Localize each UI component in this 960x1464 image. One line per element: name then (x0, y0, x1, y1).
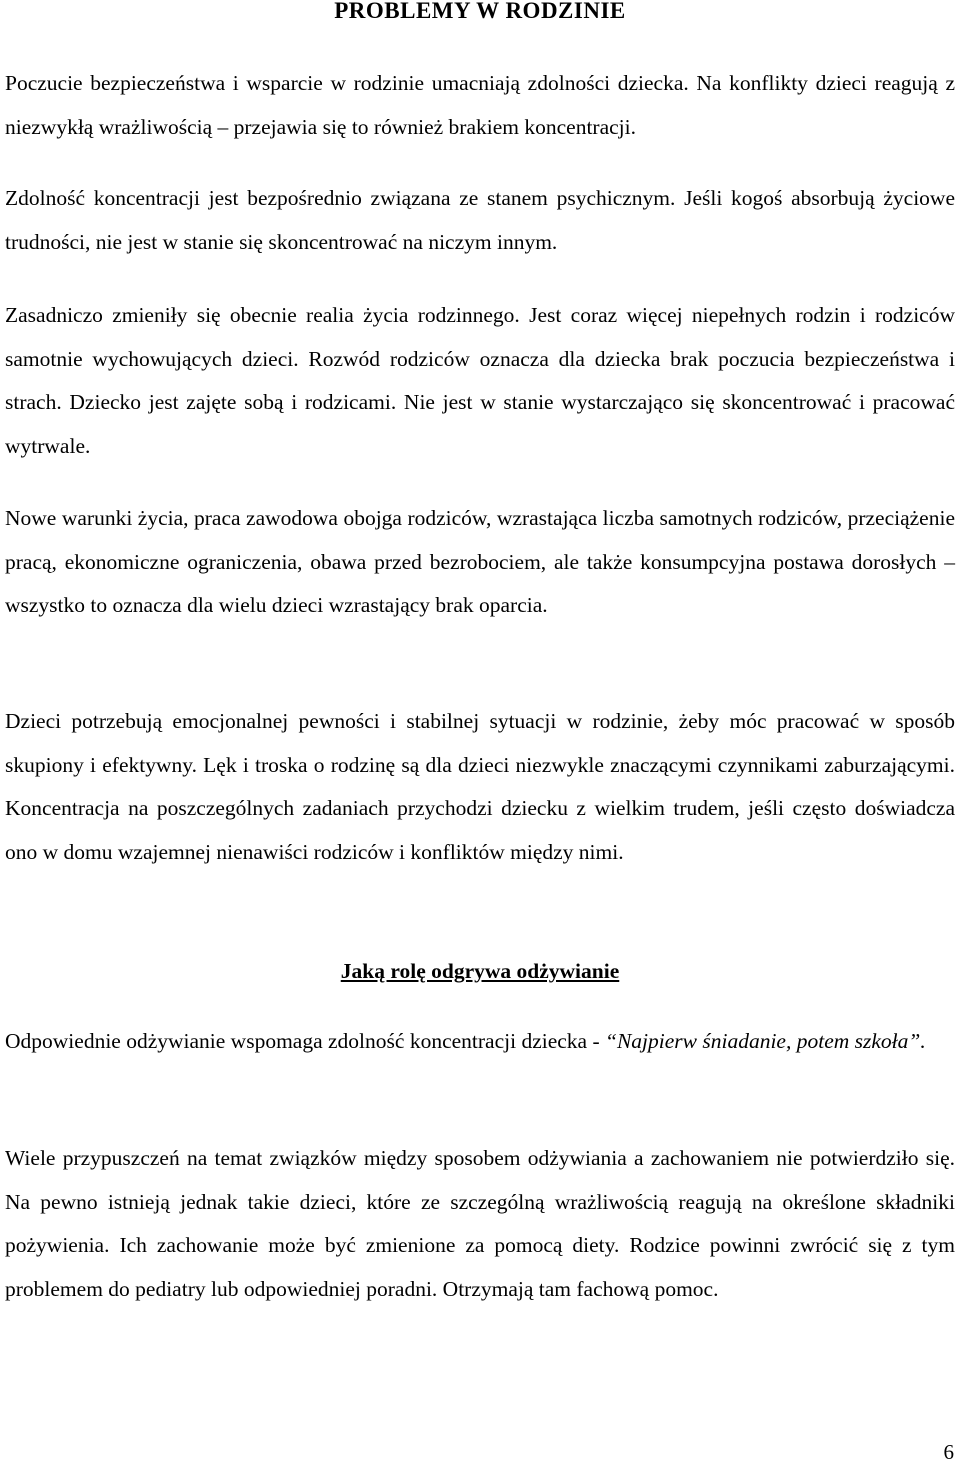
nutrition-quote: “Najpierw śniadanie, potem szkoła”. (605, 1029, 926, 1053)
section-heading-nutrition: Jaką rolę odgrywa odżywianie (340, 959, 620, 983)
nutrition-text: Odpowiednie odżywianie wspomaga zdolność koncentracji dziecka - (5, 1029, 605, 1053)
paragraph-family-security: Poczucie bezpieczeństwa i wsparcie w rodzinie umacniają zdolności dziecka. Na konflikty dzieci reagują z niezwykłą wrażliwością – przejawia się to również brakiem koncentracji. (5, 71, 955, 139)
paragraph-emotional-security: Dzieci potrzebują emocjonalnej pewności i stabilnej sytuacji w rodzinie, żeby móc pracować w sposób skupiony i efektywny. Lęk i troska o rodzinę są dla dzieci niezwykle znaczącymi czynnikami zaburzającymi. Koncentracja na poszczególnych zadaniach przychodzi dziecku z wielkim trudem, jeśli często doświadcza ono w domu wzajemnej nienawiści rodziców i konfliktów między nimi. (5, 709, 955, 864)
paragraph-concentration: Zdolność koncentracji jest bezpośrednio związana ze stanem psychicznym. Jeśli kogoś absorbują życiowe trudności, nie jest w stanie się skoncentrować na niczym innym. (5, 186, 955, 254)
paragraph-diet-behaviour: Wiele przypuszczeń na temat związków między sposobem odżywiania a zachowaniem nie potwierdziło się. Na pewno istnieją jednak takie dzieci, które ze szczególną wrażliwością reagują na określone składniki pożywienia. Ich zachowanie może być zmienione za pomocą diety. Rodzice powinni zwrócić się z tym problemem do pediatry lub odpowiedniej poradni. Otrzymają tam fachową pomoc. (5, 1146, 955, 1301)
page-title: PROBLEMY W RODZINIE (334, 0, 626, 23)
paragraph-living-conditions: Nowe warunki życia, praca zawodowa obojga rodziców, wzrastająca liczba samotnych rodziców, przeciążenie pracą, ekonomiczne ograniczenia, obawa przed bezrobociem, ale także konsumpcyjna postawa dorosłych – wszystko to oznacza dla wielu dzieci wzrastający brak oparcia. (5, 506, 955, 618)
paragraph-family-changes: Zasadniczo zmieniły się obecnie realia życia rodzinnego. Jest coraz więcej niepełnych rodzin i rodziców samotnie wychowujących dzieci. Rozwód rodziców oznacza dla dziecka brak poczucia bezpieczeństwa i strach. Dziecko jest zajęte sobą i rodzicami. Nie jest w stanie wystarczająco się skoncentrować i pracować wytrwale. (5, 303, 955, 458)
page-number: 6 (943, 1440, 954, 1464)
paragraph-nutrition (5, 1020, 955, 1064)
